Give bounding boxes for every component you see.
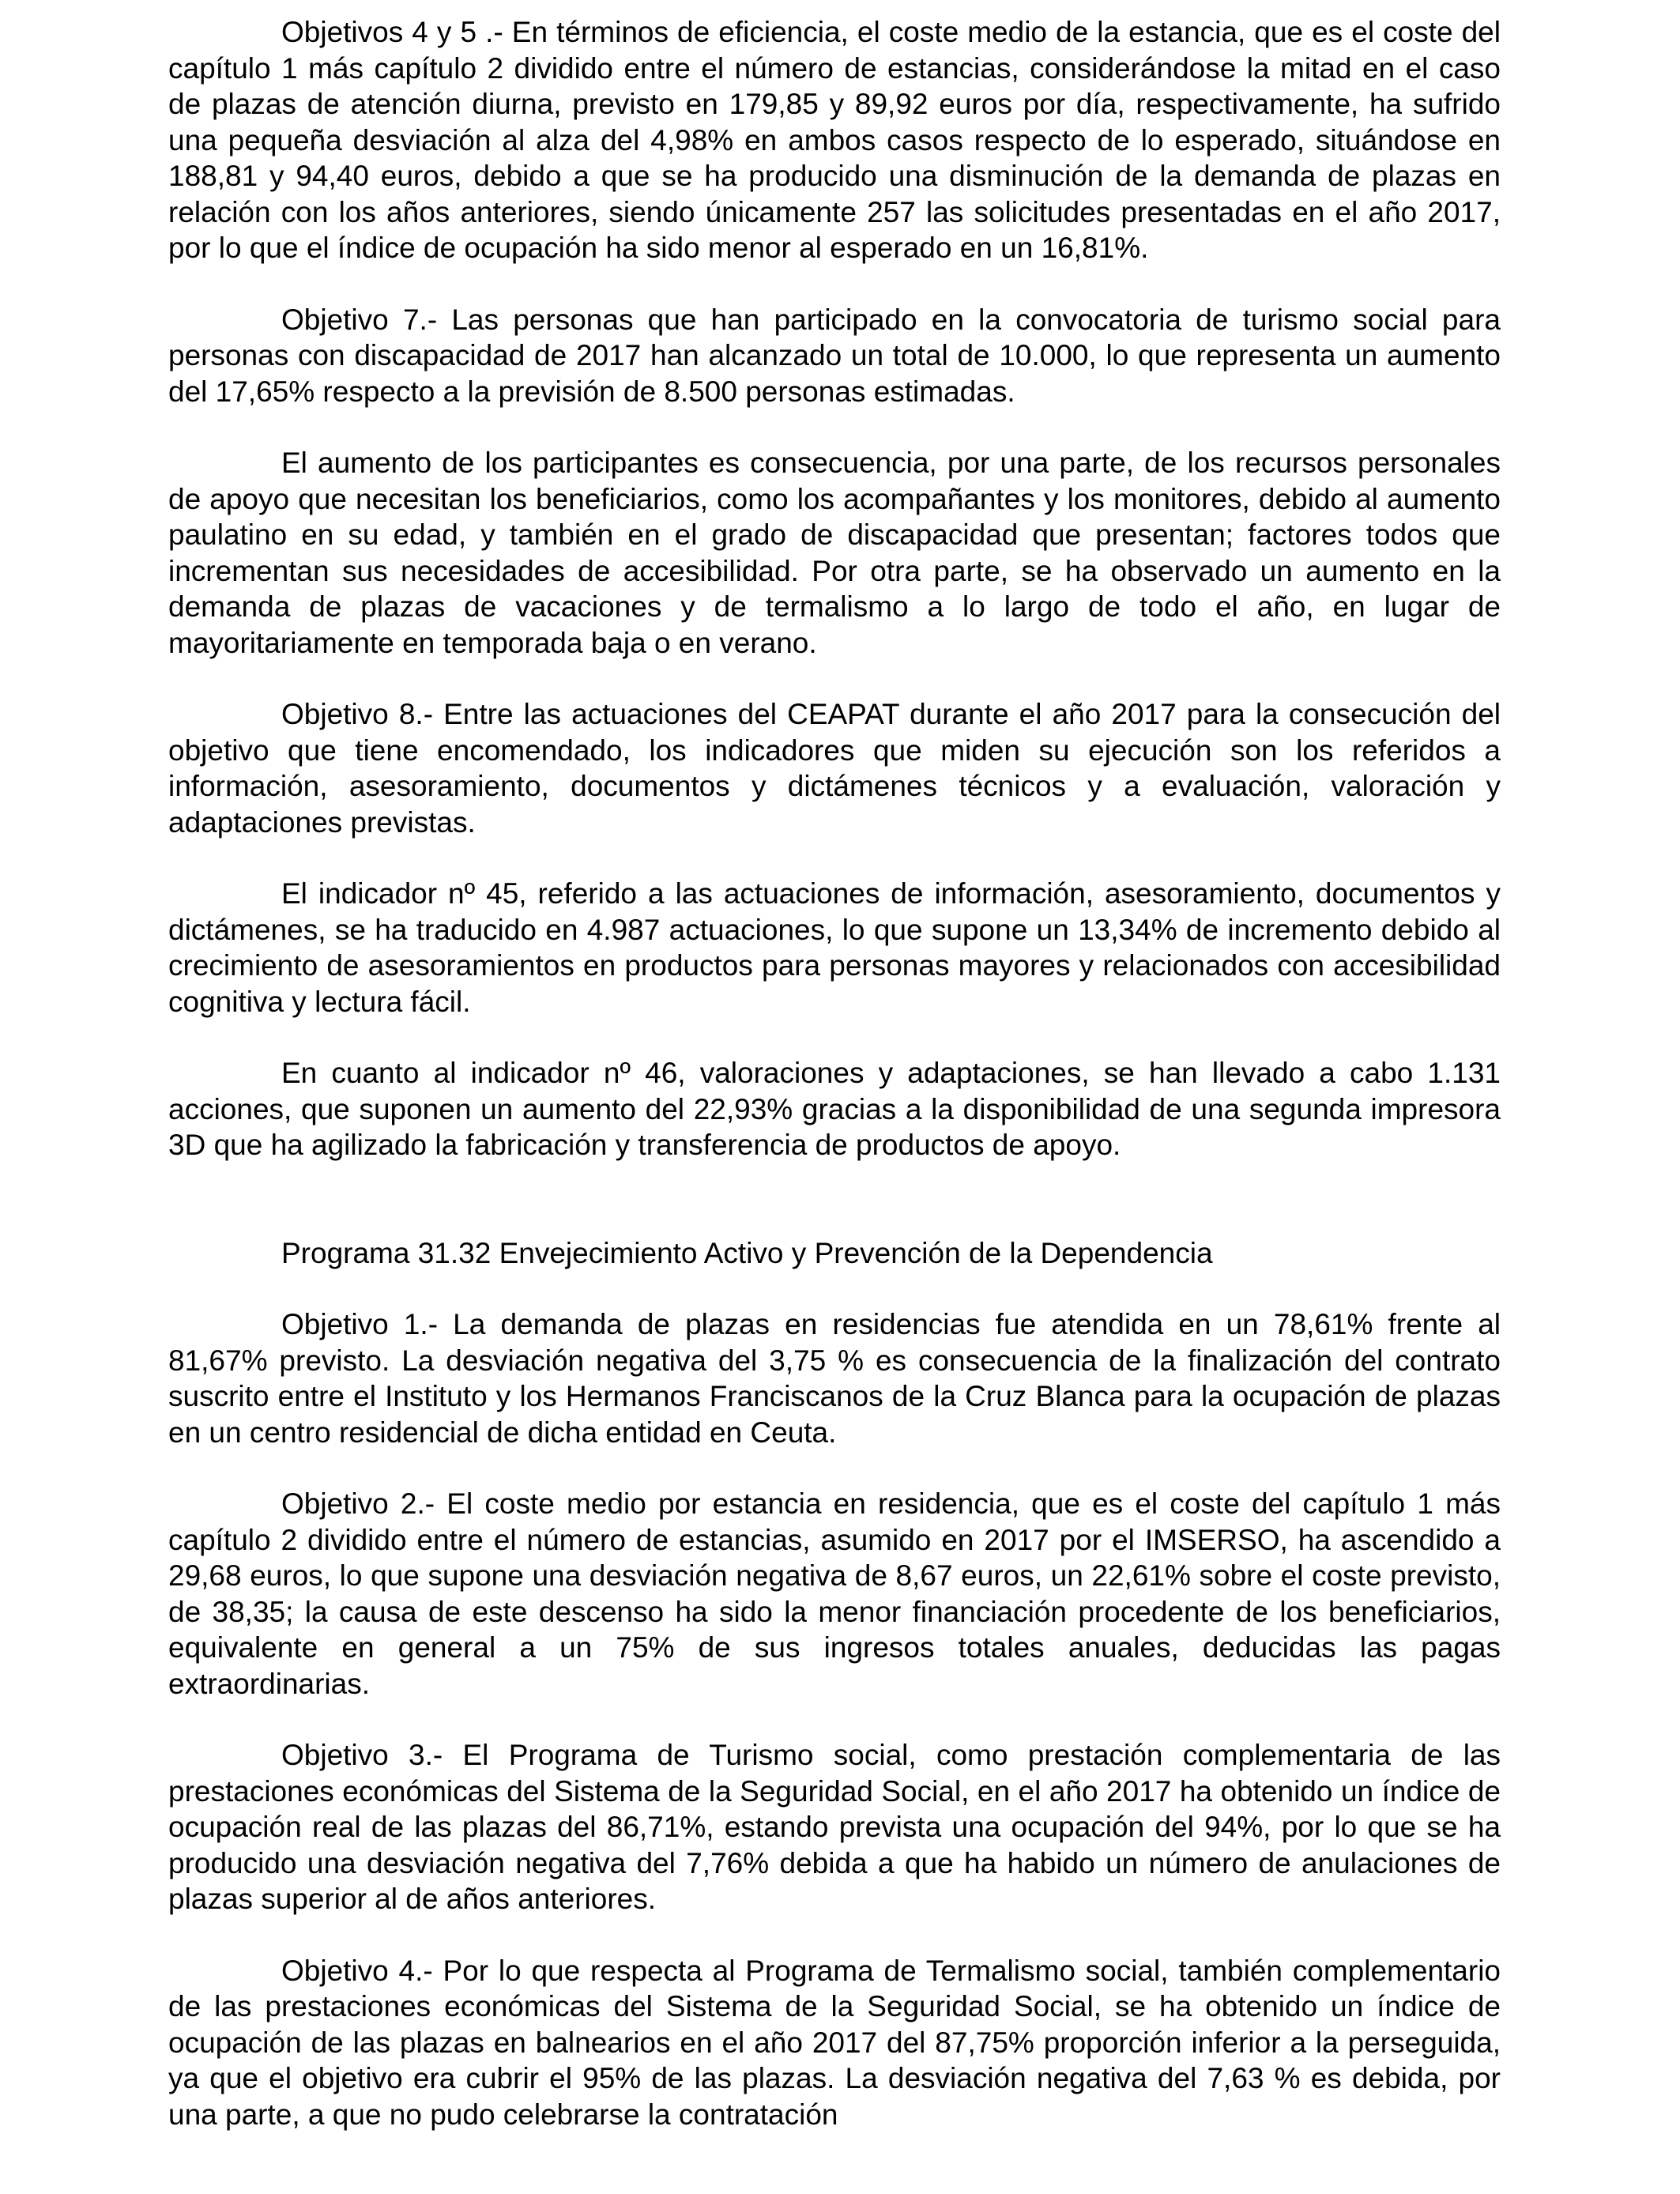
bold-run: Objetivo 4. [281,1954,424,1987]
bold-run: Objetivo 1. [281,1308,428,1340]
bold-run: Objetivo 7. [281,303,428,336]
text-run: - La [428,1308,501,1340]
text-run: , como prestación complementaria de las prestaciones económicas del Sistema de la Seguridad Social, en el año 2017 ha obtenido un índice de ocupación real de las plazas del 86,71%, estando prevista una ocupación del 94%, por lo que se ha producido una desviación negativa del 7,76% debida a que ha habido un número de anulaciones de plazas superior al de años anteriores. [168,1739,1501,1915]
paragraph-programa-objetivo-3 [168,1737,1501,1917]
paragraph-objetivos-4-5 [168,14,1501,266]
paragraph-indicador-45 [168,876,1501,1020]
paragraph-indicador-46 [168,1055,1501,1163]
text-run: En cuanto al [281,1057,471,1089]
text-run: , que es el coste del capítulo 1 más capítulo 2 dividido entre el número de estancias, considerándose la mitad en el caso de plazas de atención diurna, previsto en 179,85 y 89,92 euros por día, respectivamente, ha sufrido una pequeña desviación al alza del 4,98% en ambos casos respecto de lo esperado, situándose en 188,81 y 94,40 euros, debido a que se ha producido una disminución de la demanda de plazas en relación con los años anteriores, siendo únicamente 257 las solicitudes presentadas en el año 2017, por lo que el índice de ocupación ha sido menor al esperado en un 16,81%. [168,16,1501,264]
paragraph-programa-objetivo-1 [168,1306,1501,1450]
document-page [168,14,1501,2132]
heading-text: Programa 31.32 Envejecimiento Activo y Prevención de la Dependencia [281,1236,1213,1269]
paragraph-programa-objetivo-2 [168,1486,1501,1702]
bold-run: indicador nº 46 [470,1057,678,1089]
bold-run: Objetivo 8 [281,698,416,730]
text-run: 2017 han alcanzado un total de 10.000, lo que representa un aumento del 17,65% respecto a la previsión de 8.500 personas estimadas. [168,339,1501,408]
paragraph-objetivo-7 [168,302,1501,410]
paragraph-programa-objetivo-4 [168,1953,1501,2133]
bold-run: Programa de Turismo social [508,1739,909,1771]
bold-run: Objetivo 2. [281,1487,425,1520]
bold-run: indicador nº 45 [318,877,519,910]
paragraph-objetivo-7-continuation [168,445,1501,661]
paragraph-objetivo-8 [168,696,1501,840]
text-run: El aumento de los participantes es consecuencia, por una parte, de los recursos personales de apoyo que necesitan los beneficiarios, como los acompañantes y los monitores, debido al aumento paulatino en su edad, y también en el grado de discapacidad que presentan; factores todos que incrementan sus necesidades de accesibilidad. Por otra parte, se ha observado un aumento en la demanda de plazas de vacaciones y de termalismo a lo largo de todo el año, en lugar de mayoritariamente en temporada baja o en verano. [168,447,1501,659]
bold-run: coste medio de la estancia [888,16,1237,48]
bold-run: turismo social para personas con discapacidad de [168,303,1501,371]
text-run: durante el año 2017 para la consecución del objetivo que tiene encomendado, los indicadores que miden su ejecución son los referidos a información, asesoramiento, documentos y dictámenes técnicos y a evaluación, valoración y adaptaciones previstas. [168,698,1501,839]
bold-run: coste medio por estancia en residencia [484,1487,1011,1520]
bold-run: actuaciones del CEAPAT [571,698,899,730]
text-run: - Por lo que respecta al [423,1954,746,1987]
bold-run: Objetivo 3. [281,1739,433,1771]
bold-run: Programa de Termalismo social [745,1954,1161,1987]
text-run: fue atendida en un 78,61% frente al 81,67% previsto. La desviación negativa del 3,75 % es consecuencia de la finalización del contrato suscrito entre el Instituto y los Hermanos Franciscanos de la Cruz Blanca para la ocupación de plazas en un centro residencial de dicha entidad en Ceuta. [168,1308,1501,1449]
text-run: - Las personas que han participado en la convocatoria de [427,303,1243,336]
bold-run: demanda de plazas en residencias [500,1308,981,1340]
text-run: , también complementario de las prestaciones económicas del Sistema de la Seguridad Social, se ha obtenido un índice de ocupación de las plazas en balnearios en el año 2017 del 87,75% proporción inferior a la perseguida, ya que el objetivo era cubrir el 95% de las plazas. La desviación negativa del 7,63 % es debida, por una parte, a que no pudo celebrarse la contratación [168,1954,1501,2131]
text-run: .- En términos de eficiencia, el [485,16,889,48]
text-run: - El [432,1739,509,1771]
text-run: - El [424,1487,485,1520]
text-run: , que es el coste del capítulo 1 más capítulo 2 dividido entre el número de estancias, asumido en 2017 por el IMSERSO, ha ascendido a 29,68 euros, lo que supone una desviación negativa de 8,67 euros, un 22,61% sobre el coste previsto, de 38,35; la causa de este descenso ha sido la menor financiación procedente de los beneficiarios, equivalente en general a un 75% de sus ingresos totales anuales, deducidas las pagas extraordinarias. [168,1487,1501,1700]
text-run: .- Entre las [415,698,572,730]
text-run: , referido a las actuaciones de información, asesoramiento, documentos y dictámenes, se ha traducido en 4.987 actuaciones, lo que supone un 13,34% de incremento debido al crecimiento de asesoramientos en productos para personas mayores y relacionados con accesibilidad cognitiva y lectura fácil. [168,877,1501,1018]
programa-heading [168,1235,1501,1272]
text-run: El [281,877,318,910]
text-run: , valoraciones y adaptaciones, se han llevado a cabo 1.131 acciones, que suponen un aumento del 22,93% gracias a la disponibilidad de una segunda impresora 3D que ha agilizado la fabricación y transferencia de productos de apoyo. [168,1057,1501,1161]
bold-run: Objetivos 4 y 5 [281,16,486,48]
